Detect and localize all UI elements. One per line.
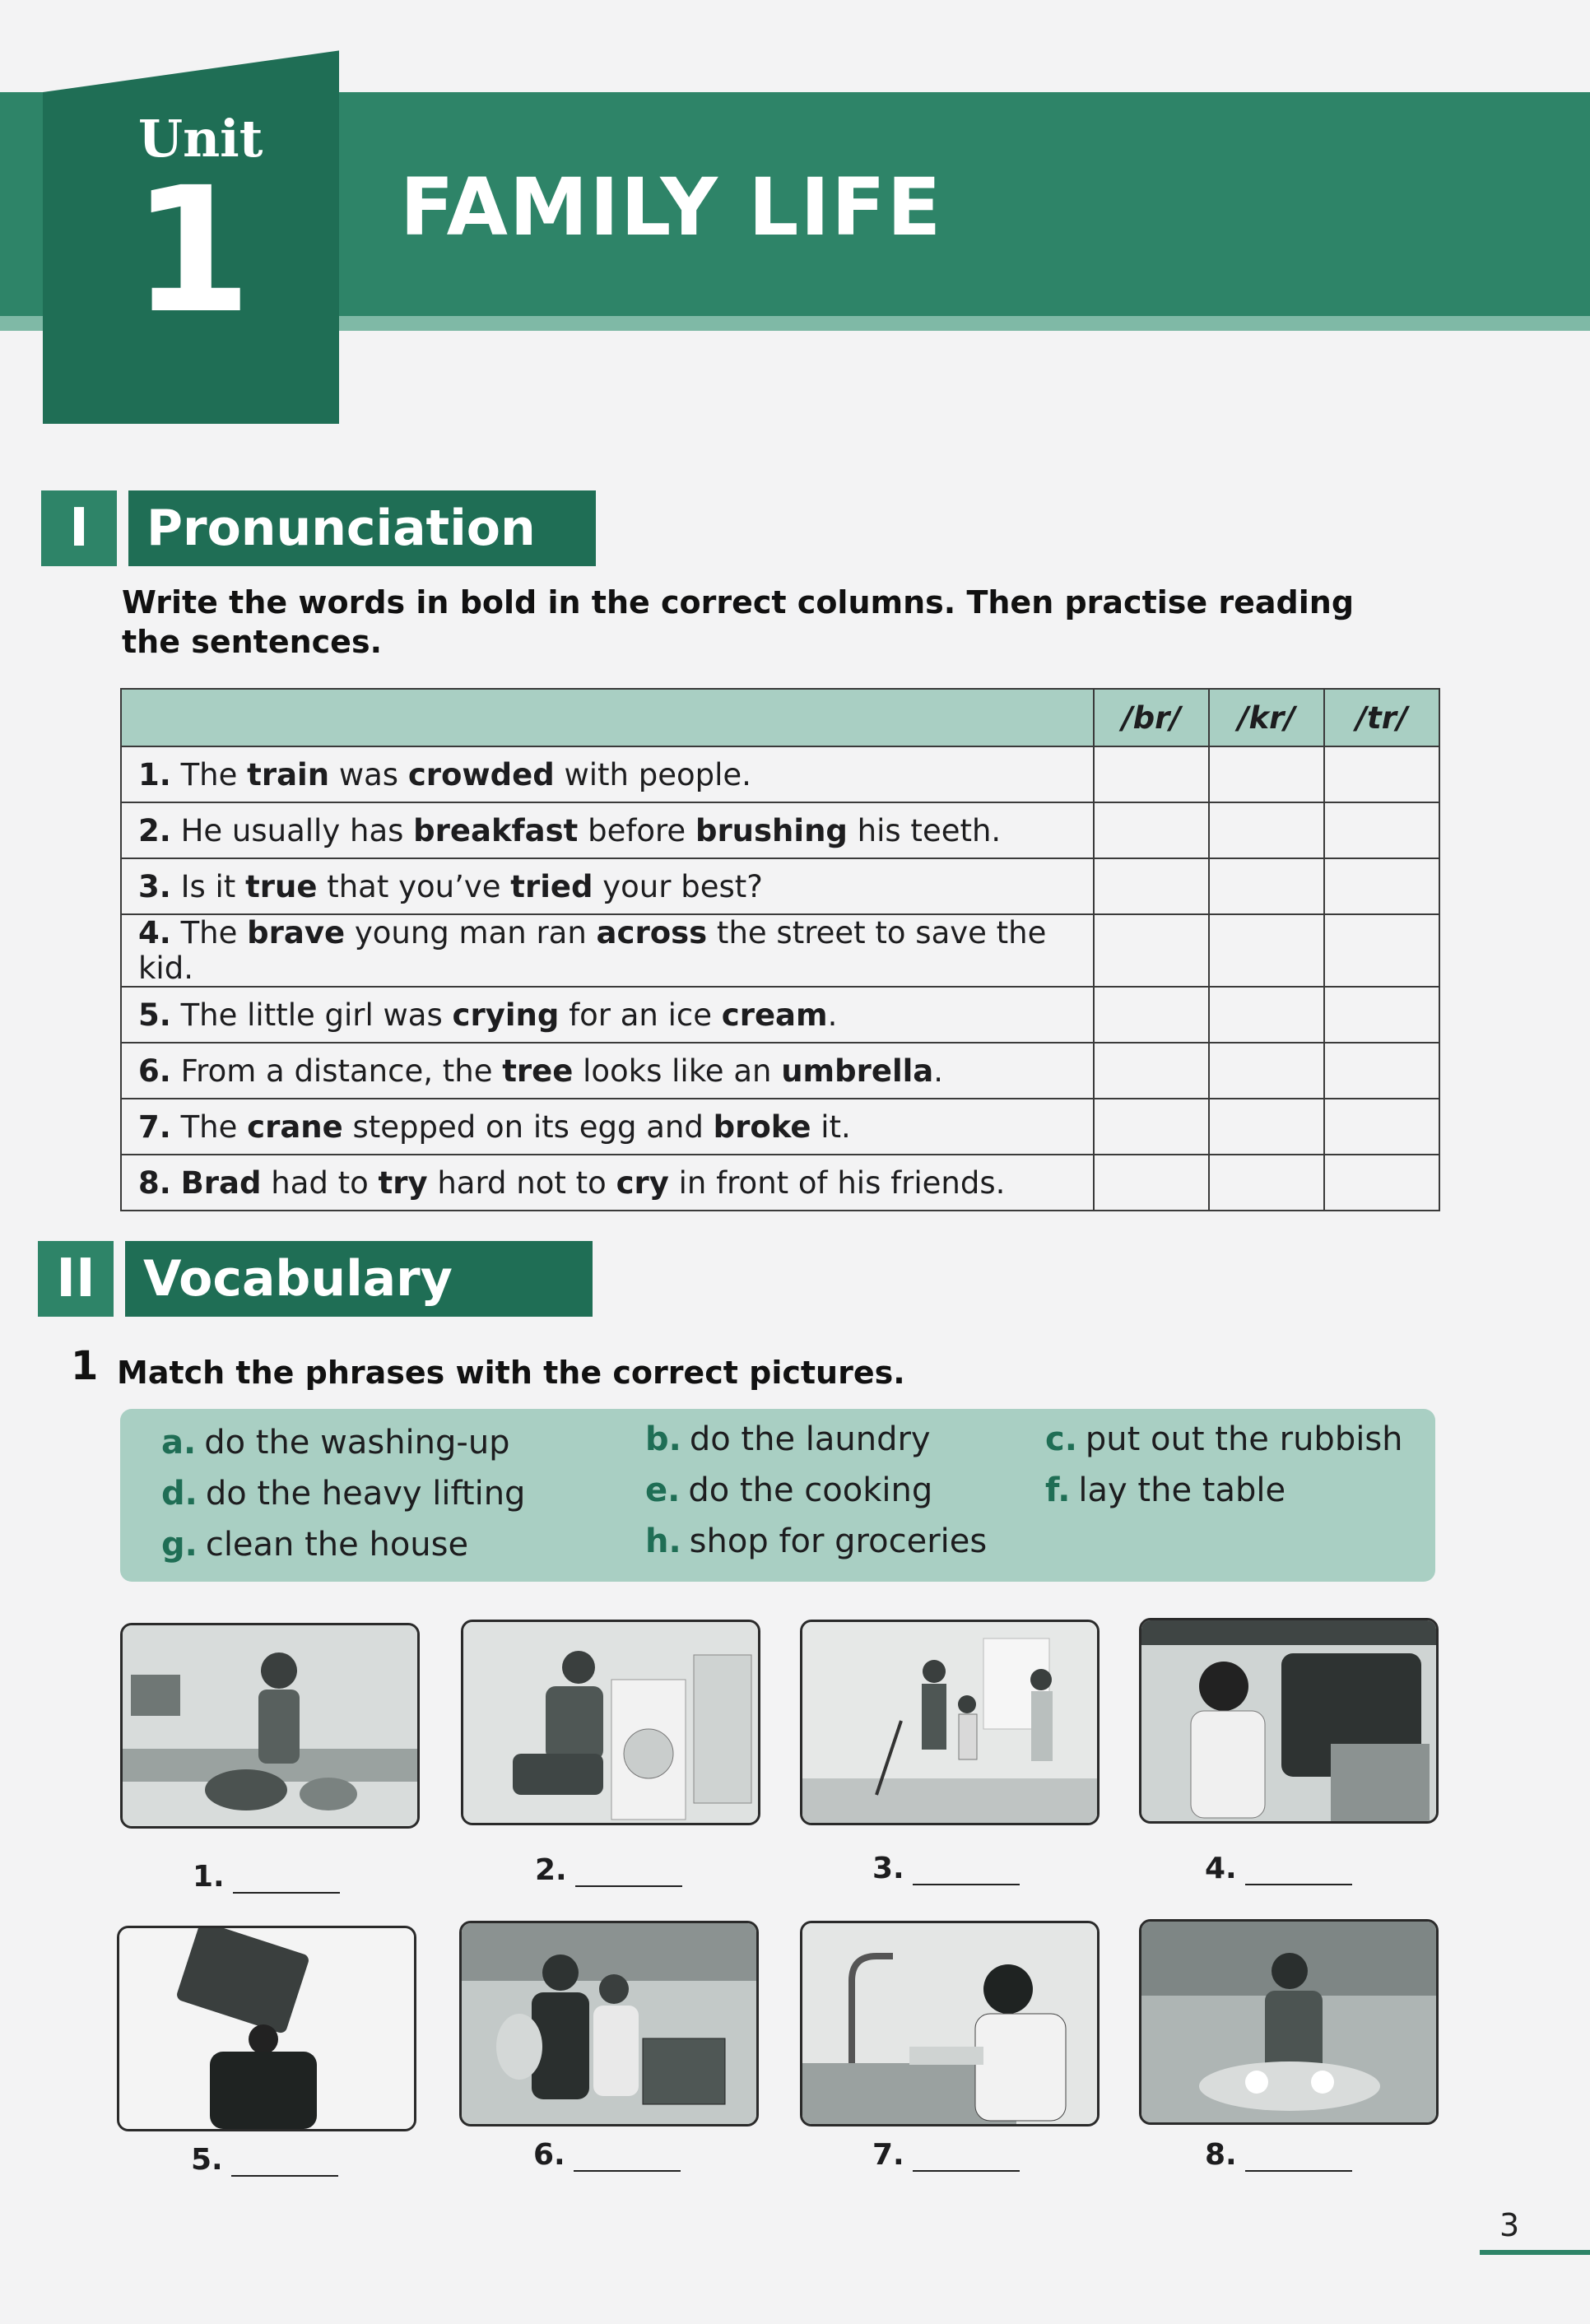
bold-word: train xyxy=(247,756,330,792)
bold-word: cry xyxy=(616,1164,669,1201)
answer-cell-br[interactable] xyxy=(1094,802,1209,858)
sentence-text: stepped on its egg and xyxy=(342,1109,714,1145)
page-number: 3 xyxy=(1499,2207,1520,2243)
bold-word: brave xyxy=(247,915,346,951)
bold-word: crowded xyxy=(407,756,555,792)
sentence-number: 2. xyxy=(138,812,171,848)
bold-word: across xyxy=(596,915,708,951)
table-row xyxy=(121,914,1439,987)
sentence-text: it. xyxy=(811,1109,851,1145)
answer-cell-br[interactable] xyxy=(1094,746,1209,802)
sentence-text: for an ice xyxy=(559,997,722,1033)
phrase-c: c. put out the rubbish xyxy=(1045,1420,1403,1458)
exercise-number: 1 xyxy=(71,1343,99,1389)
sentence-text: his teeth. xyxy=(847,812,1002,848)
sentence-number: 1. xyxy=(138,756,171,792)
sentence-text: was xyxy=(329,756,408,792)
answer-cell-kr[interactable] xyxy=(1209,1043,1324,1099)
table-row xyxy=(121,1043,1439,1099)
picture-2-laundry xyxy=(461,1620,760,1825)
answer-cell-br[interactable] xyxy=(1094,1099,1209,1155)
answer-cell-tr[interactable] xyxy=(1324,987,1439,1043)
table-row xyxy=(121,987,1439,1043)
answer-cell-tr[interactable] xyxy=(1324,1043,1439,1099)
column-header-tr: /tr/ xyxy=(1324,689,1439,746)
answer-3[interactable]: 3. xyxy=(872,1852,1020,1885)
sentence-number: 7. xyxy=(138,1109,171,1145)
answer-7[interactable]: 7. xyxy=(872,2138,1020,2172)
sentence-text: with people. xyxy=(554,756,751,792)
picture-4-rubbish xyxy=(1139,1618,1439,1824)
sentence-text: From a distance, the xyxy=(170,1053,503,1089)
sentence-text: in front of his friends. xyxy=(668,1164,1006,1201)
table-row xyxy=(121,1099,1439,1155)
answer-4[interactable]: 4. xyxy=(1205,1852,1352,1885)
answer-cell-kr[interactable] xyxy=(1209,914,1324,987)
picture-8-lay-table xyxy=(1139,1919,1439,2125)
answer-cell-tr[interactable] xyxy=(1324,746,1439,802)
sentence-text: The little girl was xyxy=(170,997,453,1033)
page-number-rule xyxy=(1480,2250,1590,2255)
pronunciation-instruction: Write the words in bold in the correct columns. Then practise reading the sentences. xyxy=(122,584,1355,660)
answer-6[interactable]: 6. xyxy=(533,2138,681,2172)
sentence-text: your best? xyxy=(593,868,763,904)
answer-cell-br[interactable] xyxy=(1094,1043,1209,1099)
sentence-text: the street to save the kid. xyxy=(138,915,1047,986)
bold-word: brushing xyxy=(695,812,848,848)
section-number: II xyxy=(38,1241,120,1317)
table-row xyxy=(121,858,1439,914)
column-header-br: /br/ xyxy=(1094,689,1209,746)
answer-2[interactable]: 2. xyxy=(535,1853,682,1887)
answer-cell-kr[interactable] xyxy=(1209,802,1324,858)
sentence-number: 5. xyxy=(138,997,171,1033)
sentence-text: looks like an xyxy=(573,1053,782,1089)
sentence-number: 8. xyxy=(138,1164,171,1201)
sentence-text: The xyxy=(170,1109,248,1145)
page-title: FAMILY LIFE xyxy=(400,161,943,253)
bold-word: crying xyxy=(452,997,560,1033)
answer-cell-kr[interactable] xyxy=(1209,858,1324,914)
bold-word: crane xyxy=(247,1109,343,1145)
pronunciation-table xyxy=(120,688,1440,1211)
bold-word: true xyxy=(245,868,318,904)
bold-word: umbrella xyxy=(781,1053,934,1089)
sentence-cell xyxy=(121,802,1094,858)
picture-5-heavy-lifting xyxy=(117,1926,416,2131)
table-row xyxy=(121,802,1439,858)
phrase-f: f. lay the table xyxy=(1045,1471,1286,1509)
answer-cell-tr[interactable] xyxy=(1324,1155,1439,1211)
phrase-d: d. do the heavy lifting xyxy=(161,1475,526,1513)
answer-8[interactable]: 8. xyxy=(1205,2138,1352,2172)
sentence-text: The xyxy=(170,756,248,792)
answer-cell-kr[interactable] xyxy=(1209,746,1324,802)
phrase-e: e. do the cooking xyxy=(645,1471,933,1509)
answer-cell-kr[interactable] xyxy=(1209,1099,1324,1155)
sentence-text: that you’ve xyxy=(317,868,511,904)
picture-7-washing-up xyxy=(800,1921,1100,2126)
answer-cell-br[interactable] xyxy=(1094,914,1209,987)
answer-cell-kr[interactable] xyxy=(1209,1155,1324,1211)
picture-3-cleaning xyxy=(800,1620,1100,1825)
bold-word: breakfast xyxy=(413,812,579,848)
sentence-cell xyxy=(121,914,1094,987)
bold-word: broke xyxy=(713,1109,811,1145)
answer-cell-br[interactable] xyxy=(1094,987,1209,1043)
answer-1[interactable]: 1. xyxy=(193,1860,340,1894)
answer-cell-kr[interactable] xyxy=(1209,987,1324,1043)
table-row xyxy=(121,1155,1439,1211)
section-number: I xyxy=(41,490,123,566)
sentence-cell xyxy=(121,1099,1094,1155)
answer-cell-tr[interactable] xyxy=(1324,914,1439,987)
sentence-cell xyxy=(121,858,1094,914)
bold-word: try xyxy=(378,1164,428,1201)
answer-cell-tr[interactable] xyxy=(1324,1099,1439,1155)
answer-cell-br[interactable] xyxy=(1094,1155,1209,1211)
sentence-cell xyxy=(121,987,1094,1043)
phrase-h: h. shop for groceries xyxy=(645,1522,988,1560)
sentence-cell xyxy=(121,1043,1094,1099)
picture-6-groceries xyxy=(459,1921,759,2126)
sentence-text: The xyxy=(170,915,248,951)
vocabulary-instruction: Match the phrases with the correct pictures. xyxy=(117,1355,905,1391)
phrase-g: g. clean the house xyxy=(161,1526,469,1564)
bold-word: Brad xyxy=(180,1164,262,1201)
unit-label: Unit xyxy=(138,109,263,169)
section-title: Vocabulary xyxy=(125,1241,593,1317)
column-header-kr: /kr/ xyxy=(1209,689,1324,746)
sentence-number: 3. xyxy=(138,868,171,904)
sentence-number: 4. xyxy=(138,915,171,951)
sentence-text: hard not to xyxy=(427,1164,616,1201)
sentence-text: had to xyxy=(261,1164,379,1201)
sentence-cell xyxy=(121,1155,1094,1211)
phrase-b: b. do the laundry xyxy=(645,1420,931,1458)
bold-word: tree xyxy=(502,1053,574,1089)
section-title: Pronunciation xyxy=(128,490,596,566)
answer-cell-tr[interactable] xyxy=(1324,858,1439,914)
table-header-blank xyxy=(121,689,1094,746)
answer-5[interactable]: 5. xyxy=(191,2143,338,2177)
answer-cell-tr[interactable] xyxy=(1324,802,1439,858)
sentence-text xyxy=(171,1165,181,1201)
sentence-cell xyxy=(121,746,1094,802)
sentence-text: . xyxy=(827,997,838,1033)
table-row xyxy=(121,746,1439,802)
sentence-number: 6. xyxy=(138,1053,171,1089)
unit-number: 1 xyxy=(132,150,253,351)
picture-1-cooking xyxy=(120,1623,420,1829)
sentence-text: He usually has xyxy=(170,812,414,848)
bold-word: cream xyxy=(721,997,828,1033)
sentence-text: Is it xyxy=(170,868,246,904)
sentence-text: . xyxy=(933,1053,944,1089)
phrase-a: a. do the washing-up xyxy=(161,1424,510,1462)
sentence-text: before xyxy=(578,812,695,848)
sentence-text: young man ran xyxy=(345,915,597,951)
answer-cell-br[interactable] xyxy=(1094,858,1209,914)
bold-word: tried xyxy=(510,868,593,904)
